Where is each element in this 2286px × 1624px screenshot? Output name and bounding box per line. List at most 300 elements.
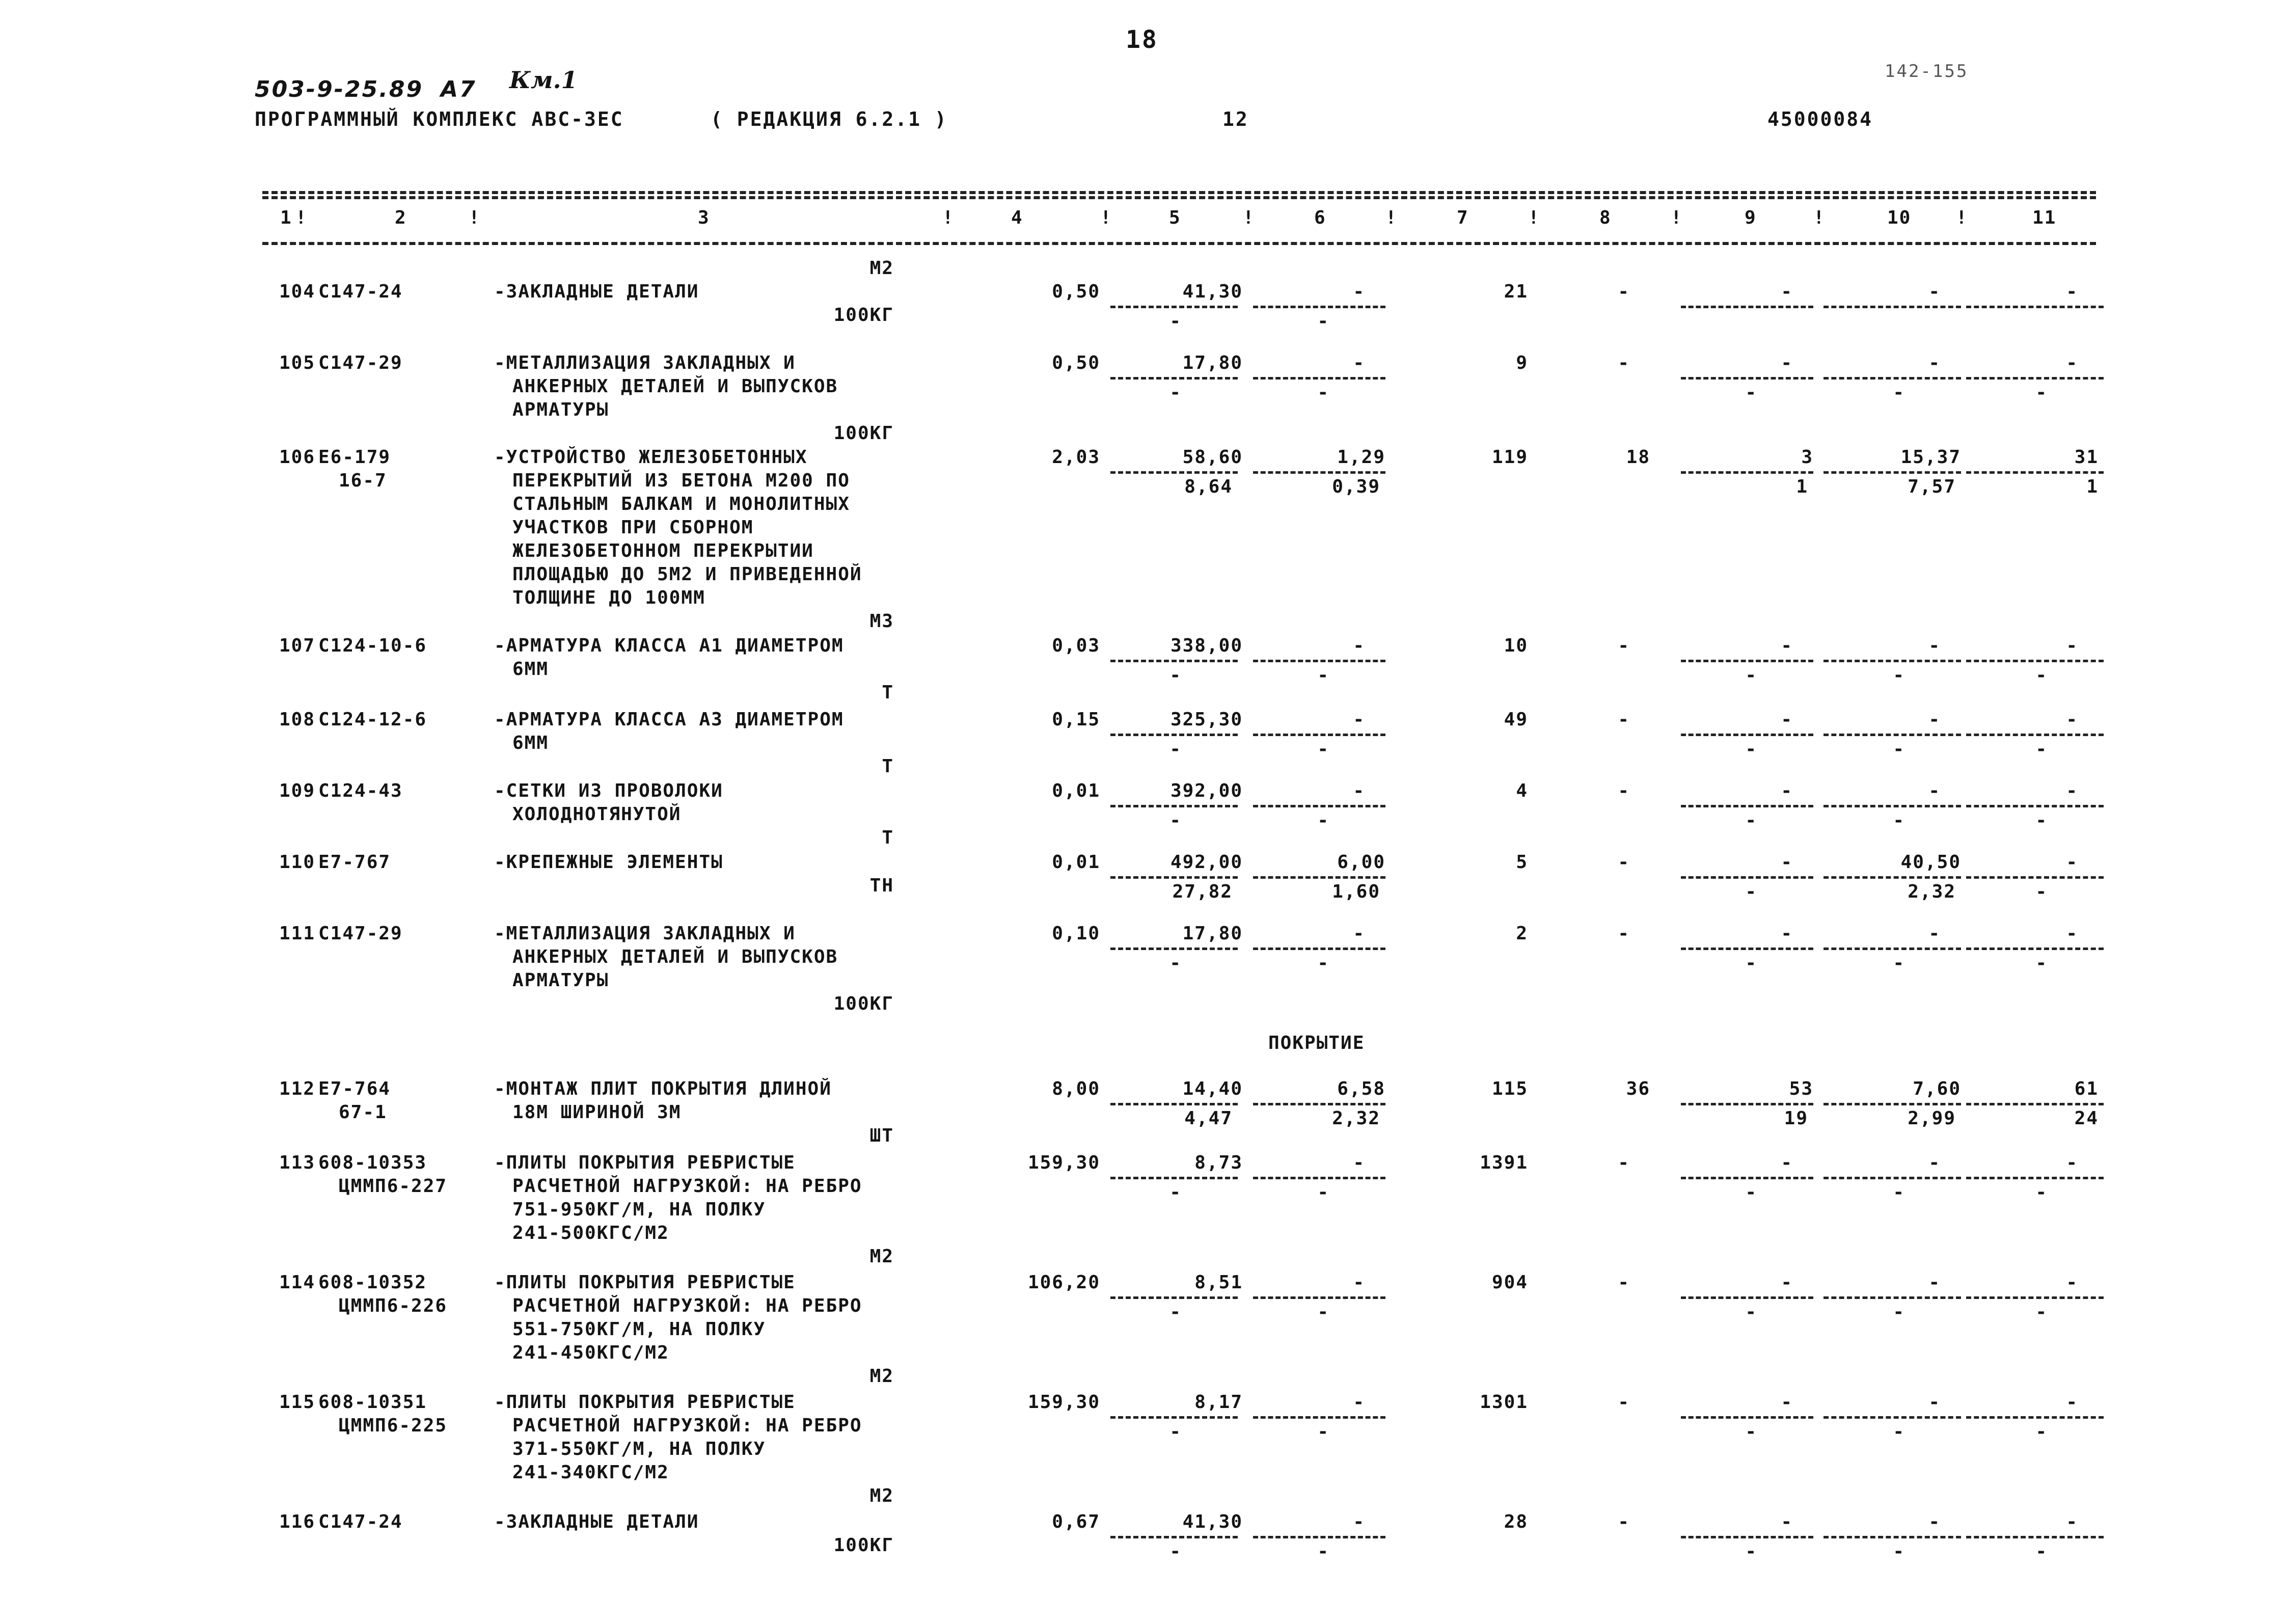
subcell-c6: - <box>1317 1302 1329 1322</box>
cell-c8: - <box>1618 709 1630 730</box>
column-number-9: 9 <box>1745 207 1757 228</box>
cell-c7: 1301 <box>1480 1392 1528 1413</box>
cell-c6: - <box>1353 709 1365 730</box>
cell-underline <box>1681 471 1813 474</box>
column-separator: ! <box>1243 207 1255 228</box>
row-number: 111 <box>279 923 316 944</box>
subcell-c5: 27,82 <box>1172 881 1233 902</box>
document-code: 503-9-25.89 <box>255 76 424 102</box>
cell-c9: 53 <box>1789 1078 1813 1099</box>
table-header-rule <box>262 242 2096 245</box>
row-number: 108 <box>279 709 316 730</box>
item-code: ЦММП6-226 <box>339 1295 448 1316</box>
program-title: ПРОГРАММНЫЙ КОМПЛЕКС АВС-3ЕС <box>255 108 624 130</box>
cell-c5: 392,00 <box>1170 780 1243 801</box>
document-number: 45000084 <box>1767 108 1873 130</box>
cell-c9: - <box>1781 635 1793 656</box>
row-number: 105 <box>279 353 316 373</box>
cell-c11: - <box>2066 780 2078 801</box>
unit-label: Т <box>882 682 894 703</box>
subcell-c10: - <box>1893 1182 1905 1203</box>
subcell-c5: - <box>1169 810 1182 831</box>
description-line: 6ММ <box>512 659 549 680</box>
item-code: С147-24 <box>318 1511 403 1532</box>
item-code: ЦММП6-227 <box>339 1176 448 1197</box>
cell-underline <box>1966 876 2104 879</box>
subcell-c5: - <box>1169 1541 1182 1562</box>
description-line: -ПЛИТЫ ПОКРЫТИЯ РЕБРИСТЫЕ <box>494 1152 796 1173</box>
column-separator: ! <box>1100 207 1112 228</box>
cell-c10: - <box>1928 1152 1941 1173</box>
cell-underline <box>1110 471 1238 474</box>
cell-c4: 0,15 <box>1052 709 1100 730</box>
cell-c11: - <box>2066 1152 2078 1173</box>
cell-c11: - <box>2066 1392 2078 1413</box>
cell-underline <box>1824 1416 1961 1419</box>
subcell-c9: 19 <box>1784 1108 1808 1129</box>
cell-c5: 14,40 <box>1182 1078 1243 1099</box>
item-code: 16-7 <box>339 470 387 491</box>
cell-c7: 21 <box>1504 281 1528 302</box>
subcell-c10: - <box>1893 810 1905 831</box>
column-number-8: 8 <box>1599 207 1612 228</box>
cell-c4: 0,50 <box>1052 281 1100 302</box>
cell-underline <box>1824 734 1961 736</box>
subcell-c6: 2,32 <box>1332 1108 1380 1129</box>
description-line: 241-500КГС/М2 <box>512 1223 669 1243</box>
row-number: 113 <box>279 1152 316 1173</box>
cell-c9: 3 <box>1801 447 1813 468</box>
cell-c11: 61 <box>2074 1078 2099 1099</box>
column-number-10: 10 <box>1887 207 1912 228</box>
cell-c4: 8,00 <box>1052 1078 1100 1099</box>
subcell-c10: - <box>1893 1421 1905 1442</box>
cell-c6: - <box>1353 1272 1365 1293</box>
subcell-c6: - <box>1317 382 1329 403</box>
cell-underline <box>1110 306 1238 308</box>
subcell-c5: - <box>1169 953 1182 973</box>
cell-c8: - <box>1618 635 1630 656</box>
cell-underline <box>1253 377 1385 380</box>
item-code: С124-12-6 <box>318 709 427 730</box>
subcell-c9: - <box>1745 953 1757 973</box>
cell-underline <box>1253 1416 1385 1419</box>
subcell-c11: - <box>2035 1182 2048 1203</box>
cell-underline <box>1681 1416 1813 1419</box>
cell-underline <box>1681 1536 1813 1538</box>
cell-c7: 1391 <box>1480 1152 1528 1173</box>
cell-c5: 41,30 <box>1182 1511 1243 1532</box>
subcell-c11: - <box>2035 881 2048 902</box>
cell-c9: - <box>1781 852 1793 873</box>
subcell-c11: 1 <box>2086 476 2099 497</box>
cell-c6: - <box>1353 923 1365 944</box>
cell-c7: 28 <box>1504 1511 1528 1532</box>
cell-underline <box>1110 377 1238 380</box>
description-line: -АРМАТУРА КЛАССА А1 ДИАМЕТРОМ <box>494 635 844 656</box>
cell-underline <box>1110 805 1238 807</box>
cell-c5: 17,80 <box>1182 923 1243 944</box>
cell-c9: - <box>1781 1392 1793 1413</box>
section-heading: ПОКРЫТИЕ <box>1268 1033 1365 1053</box>
description-line: 241-340КГС/М2 <box>512 1462 669 1483</box>
subcell-c5: - <box>1169 665 1182 686</box>
cell-underline <box>1966 734 2104 736</box>
description-line: УЧАСТКОВ ПРИ СБОРНОМ <box>512 517 754 538</box>
cell-c11: - <box>2066 635 2078 656</box>
cell-c8: - <box>1618 353 1630 373</box>
column-number-1: 1 <box>280 207 292 228</box>
row-number: 107 <box>279 635 316 656</box>
cell-c7: 115 <box>1491 1078 1528 1099</box>
cell-c8: - <box>1618 1511 1630 1532</box>
subcell-c6: - <box>1317 1182 1329 1203</box>
description-line: -МЕТАЛЛИЗАЦИЯ ЗАКЛАДНЫХ И <box>494 353 796 373</box>
cell-underline <box>1824 660 1961 662</box>
cell-c5: 58,60 <box>1182 447 1243 468</box>
description-line: -ПЛИТЫ ПОКРЫТИЯ РЕБРИСТЫЕ <box>494 1392 796 1413</box>
cell-underline <box>1110 1416 1238 1419</box>
unit-label: Т <box>882 827 894 848</box>
description-line: ТОЛЩИНЕ ДО 100ММ <box>512 587 705 608</box>
unit-label: 100КГ <box>833 423 894 444</box>
cell-c4: 0,67 <box>1052 1511 1100 1532</box>
cell-underline <box>1681 377 1813 380</box>
cell-underline <box>1110 876 1238 879</box>
unit-label: М2 <box>869 1366 894 1387</box>
subcell-c11: - <box>2035 810 2048 831</box>
cell-c5: 325,30 <box>1170 709 1243 730</box>
description-line: АНКЕРНЫХ ДЕТАЛЕЙ И ВЫПУСКОВ <box>512 376 838 397</box>
subcell-c6: 1,60 <box>1332 881 1380 902</box>
cell-c5: 492,00 <box>1170 852 1243 873</box>
column-separator: ! <box>1956 207 1968 228</box>
unit-label: М2 <box>869 1485 894 1506</box>
cell-c4: 0,50 <box>1052 353 1100 373</box>
description-line: 241-450КГС/М2 <box>512 1342 669 1363</box>
cell-underline <box>1966 1103 2104 1105</box>
cell-c6: - <box>1353 780 1365 801</box>
subcell-c10: - <box>1893 953 1905 973</box>
subcell-c6: - <box>1317 1421 1329 1442</box>
cell-c6: - <box>1353 353 1365 373</box>
item-code: Е6-179 <box>318 447 391 468</box>
subcell-c11: - <box>2035 382 2048 403</box>
unit-label: ШТ <box>869 1125 894 1146</box>
description-line: ХОЛОДНОТЯНУТОЙ <box>512 804 682 825</box>
cell-underline <box>1253 1536 1385 1538</box>
description-line: -ПЛИТЫ ПОКРЫТИЯ РЕБРИСТЫЕ <box>494 1272 796 1293</box>
cell-c9: - <box>1781 923 1793 944</box>
subcell-c9: - <box>1745 1182 1757 1203</box>
cell-underline <box>1824 1296 1961 1299</box>
cell-underline <box>1681 660 1813 662</box>
cell-c5: 8,51 <box>1194 1272 1243 1293</box>
row-number: 115 <box>279 1392 316 1413</box>
column-number-4: 4 <box>1011 207 1023 228</box>
description-line: -МОНТАЖ ПЛИТ ПОКРЫТИЯ ДЛИНОЙ <box>494 1078 832 1099</box>
cell-c10: - <box>1928 780 1941 801</box>
cell-c8: - <box>1618 780 1630 801</box>
cell-c10: - <box>1928 353 1941 373</box>
cell-c4: 0,01 <box>1052 852 1100 873</box>
subcell-c11: - <box>2035 953 2048 973</box>
cell-underline <box>1681 1296 1813 1299</box>
cell-c4: 0,10 <box>1052 923 1100 944</box>
cell-underline <box>1110 948 1238 950</box>
cell-underline <box>1253 805 1385 807</box>
description-line: -ЗАКЛАДНЫЕ ДЕТАЛИ <box>494 1511 699 1532</box>
table-top-rule <box>262 191 2096 194</box>
cell-underline <box>1824 1177 1961 1179</box>
cell-c9: - <box>1781 1152 1793 1173</box>
cell-c11: - <box>2066 923 2078 944</box>
cell-c10: 7,60 <box>1913 1078 1961 1099</box>
cell-c6: - <box>1353 635 1365 656</box>
item-code: С147-24 <box>318 281 403 302</box>
cell-underline <box>1110 1177 1238 1179</box>
description-line: -АРМАТУРА КЛАССА А3 ДИАМЕТРОМ <box>494 709 844 730</box>
cell-underline <box>1681 1103 1813 1105</box>
subcell-c11: - <box>2035 665 2048 686</box>
cell-underline <box>1110 734 1238 736</box>
cell-underline <box>1966 377 2104 380</box>
cell-c10: 40,50 <box>1900 852 1961 873</box>
column-separator: ! <box>1813 207 1826 228</box>
subcell-c11: - <box>2035 739 2048 760</box>
cell-c6: - <box>1353 1392 1365 1413</box>
row-number: 109 <box>279 780 316 801</box>
unit-label: 100КГ <box>833 993 894 1014</box>
cell-c11: - <box>2066 1511 2078 1532</box>
cell-c8: - <box>1618 1272 1630 1293</box>
edition-label: ( РЕДАКЦИЯ 6.2.1 ) <box>711 108 948 130</box>
cell-c4: 159,30 <box>1027 1152 1100 1173</box>
subcell-c10: - <box>1893 1541 1905 1562</box>
subcell-c9: - <box>1745 1421 1757 1442</box>
unit-label: ТН <box>869 875 894 896</box>
column-number-3: 3 <box>698 207 710 228</box>
handwritten-mark: Км.1 <box>509 66 578 94</box>
description-line: 551-750КГ/М, НА ПОЛКУ <box>512 1319 766 1340</box>
cell-c6: 6,00 <box>1337 852 1385 873</box>
row-number: 116 <box>279 1511 316 1532</box>
cell-c10: - <box>1928 1272 1941 1293</box>
cell-c5: 41,30 <box>1182 281 1243 302</box>
cell-underline <box>1681 805 1813 807</box>
subcell-c9: - <box>1745 1541 1757 1562</box>
unit-label: М3 <box>869 611 894 632</box>
cell-underline <box>1824 805 1961 807</box>
subcell-c6: - <box>1317 739 1329 760</box>
cell-underline <box>1681 734 1813 736</box>
cell-c6: - <box>1353 281 1365 302</box>
column-number-2: 2 <box>395 207 407 228</box>
cell-c4: 159,30 <box>1027 1392 1100 1413</box>
cell-c8: 18 <box>1626 447 1650 468</box>
cell-c10: - <box>1928 709 1941 730</box>
cell-c11: 31 <box>2074 447 2099 468</box>
subcell-c10: 7,57 <box>1908 476 1956 497</box>
column-separator: ! <box>295 207 308 228</box>
subcell-c5: 8,64 <box>1184 476 1233 497</box>
subcell-c5: - <box>1169 739 1182 760</box>
item-code: 67-1 <box>339 1102 387 1123</box>
column-separator: ! <box>942 207 955 228</box>
cell-c8: - <box>1618 1152 1630 1173</box>
cell-c9: - <box>1781 709 1793 730</box>
description-line: АНКЕРНЫХ ДЕТАЛЕЙ И ВЫПУСКОВ <box>512 946 838 967</box>
description-line: АРМАТУРЫ <box>512 970 609 991</box>
subcell-c11: 24 <box>2074 1108 2099 1129</box>
subcell-c9: 1 <box>1796 476 1808 497</box>
subcell-c6: - <box>1317 953 1329 973</box>
cell-c7: 2 <box>1516 923 1528 944</box>
cell-underline <box>1966 1177 2104 1179</box>
cell-c8: - <box>1618 852 1630 873</box>
cell-c7: 10 <box>1504 635 1528 656</box>
description-line: -СЕТКИ ИЗ ПРОВОЛОКИ <box>494 780 723 801</box>
description-line: РАСЧЕТНОЙ НАГРУЗКОЙ: НА РЕБРО <box>512 1415 862 1436</box>
item-code: С147-29 <box>318 923 403 944</box>
cell-c8: - <box>1618 923 1630 944</box>
cell-c6: 6,58 <box>1337 1078 1385 1099</box>
cell-c5: 8,17 <box>1194 1392 1243 1413</box>
cell-underline <box>1110 1103 1238 1105</box>
column-number-6: 6 <box>1314 207 1326 228</box>
cell-c9: - <box>1781 1272 1793 1293</box>
cell-c5: 8,73 <box>1194 1152 1243 1173</box>
cell-c4: 106,20 <box>1027 1272 1100 1293</box>
subcell-c10: 2,32 <box>1908 881 1956 902</box>
page-number: 18 <box>1126 25 1158 54</box>
cell-underline <box>1253 1103 1385 1105</box>
cell-underline <box>1681 306 1813 308</box>
subcell-c5: - <box>1169 1302 1182 1322</box>
archive-stamp: 142-155 <box>1885 61 1969 82</box>
subcell-c11: - <box>2035 1302 2048 1322</box>
cell-c10: - <box>1928 1392 1941 1413</box>
cell-underline <box>1824 876 1961 879</box>
column-separator: ! <box>1671 207 1683 228</box>
description-line: ПЕРЕКРЫТИЙ ИЗ БЕТОНА М200 ПО <box>512 470 850 491</box>
description-line: -УСТРОЙСТВО ЖЕЛЕЗОБЕТОННЫХ <box>494 447 808 468</box>
description-line: 751-950КГ/М, НА ПОЛКУ <box>512 1199 766 1220</box>
subcell-c9: - <box>1745 810 1757 831</box>
subcell-c6: 0,39 <box>1332 476 1380 497</box>
table-top-rule-2 <box>262 196 2096 199</box>
cell-c10: 15,37 <box>1900 447 1961 468</box>
subcell-c9: - <box>1745 665 1757 686</box>
cell-underline <box>1681 948 1813 950</box>
description-line: -МЕТАЛЛИЗАЦИЯ ЗАКЛАДНЫХ И <box>494 923 796 944</box>
cell-c11: - <box>2066 353 2078 373</box>
cell-c10: - <box>1928 923 1941 944</box>
description-line: РАСЧЕТНОЙ НАГРУЗКОЙ: НА РЕБРО <box>512 1295 862 1316</box>
cell-c6: 1,29 <box>1337 447 1385 468</box>
description-line: 18М ШИРИНОЙ 3М <box>512 1102 682 1123</box>
item-code: Е7-764 <box>318 1078 391 1099</box>
cell-underline <box>1110 660 1238 662</box>
cell-underline <box>1966 660 2104 662</box>
cell-underline <box>1253 876 1385 879</box>
description-line: АРМАТУРЫ <box>512 399 609 420</box>
subcell-c5: - <box>1169 311 1182 332</box>
subcell-c6: - <box>1317 810 1329 831</box>
description-line: РАСЧЕТНОЙ НАГРУЗКОЙ: НА РЕБРО <box>512 1176 862 1197</box>
subcell-c10: - <box>1893 665 1905 686</box>
subcell-c11: - <box>2035 1421 2048 1442</box>
cell-underline <box>1110 1296 1238 1299</box>
unit-label: 100КГ <box>833 1535 894 1556</box>
cell-c4: 0,03 <box>1052 635 1100 656</box>
row-number: 110 <box>279 852 316 873</box>
cell-underline <box>1681 1177 1813 1179</box>
cell-underline <box>1253 306 1385 308</box>
unit-label: 100КГ <box>833 305 894 326</box>
item-code: 608-10351 <box>318 1392 427 1413</box>
cell-c5: 17,80 <box>1182 353 1243 373</box>
cell-c11: - <box>2066 281 2078 302</box>
item-code: С147-29 <box>318 353 403 373</box>
item-code: Е7-767 <box>318 852 391 873</box>
cell-underline <box>1824 1536 1961 1538</box>
row-number: 106 <box>279 447 316 468</box>
subcell-c5: 4,47 <box>1184 1108 1233 1129</box>
cell-underline <box>1681 876 1813 879</box>
description-line: СТАЛЬНЫМ БАЛКАМ И МОНОЛИТНЫХ <box>512 494 850 515</box>
cell-underline <box>1110 1536 1238 1538</box>
sheet-number: 12 <box>1222 108 1249 130</box>
cell-c4: 0,01 <box>1052 780 1100 801</box>
cell-c6: - <box>1353 1152 1365 1173</box>
cell-underline <box>1966 471 2104 474</box>
subcell-c11: - <box>2035 1541 2048 1562</box>
cell-c8: 36 <box>1626 1078 1650 1099</box>
subcell-c6: - <box>1317 1541 1329 1562</box>
item-code: ЦММП6-225 <box>339 1415 448 1436</box>
cell-c10: - <box>1928 635 1941 656</box>
column-separator: ! <box>1528 207 1540 228</box>
column-separator: ! <box>469 207 481 228</box>
cell-underline <box>1824 377 1961 380</box>
cell-c7: 9 <box>1516 353 1528 373</box>
cell-underline <box>1253 1177 1385 1179</box>
subcell-c9: - <box>1745 1302 1757 1322</box>
cell-underline <box>1966 1296 2104 1299</box>
cell-underline <box>1824 1103 1961 1105</box>
cell-underline <box>1253 660 1385 662</box>
description-line: ПЛОЩАДЬЮ ДО 5М2 И ПРИВЕДЕННОЙ <box>512 564 862 585</box>
cell-c7: 4 <box>1516 780 1528 801</box>
cell-c9: - <box>1781 281 1793 302</box>
album-label: А7 <box>441 76 477 102</box>
description-line: ЖЕЛЕЗОБЕТОННОМ ПЕРЕКРЫТИИ <box>512 540 814 561</box>
subcell-c10: - <box>1893 1302 1905 1322</box>
row-number: 114 <box>279 1272 316 1293</box>
cell-c11: - <box>2066 709 2078 730</box>
cell-c11: - <box>2066 1272 2078 1293</box>
cell-underline <box>1824 948 1961 950</box>
item-code: 608-10353 <box>318 1152 427 1173</box>
column-separator: ! <box>1385 207 1398 228</box>
cell-underline <box>1253 734 1385 736</box>
unit-label: Т <box>882 756 894 777</box>
row-number: 112 <box>279 1078 316 1099</box>
subcell-c6: - <box>1317 311 1329 332</box>
cell-underline <box>1253 471 1385 474</box>
description-line: -ЗАКЛАДНЫЕ ДЕТАЛИ <box>494 281 699 302</box>
